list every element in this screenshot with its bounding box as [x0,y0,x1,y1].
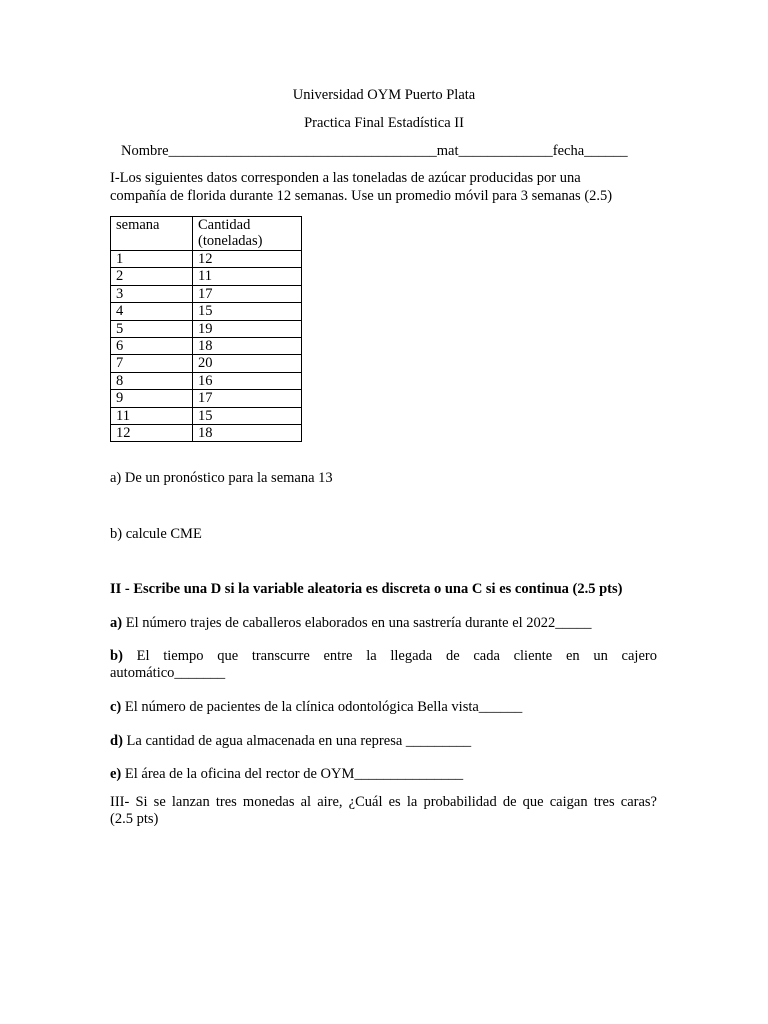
part3-word: que [522,794,544,810]
item-b-word: cajero [621,648,657,664]
part3-word: Si [135,794,148,810]
part3-word: es [388,794,401,810]
part3-word: se [153,794,166,810]
table-row [111,338,302,355]
part3-word: tres [593,794,615,810]
item-a-text: El número trajes de caballeros elaborados en una sastrería durante el 2022_____ [122,615,592,631]
part1-intro-line1: I-Los siguientes datos corresponden a las toneladas de azúcar producidas por una [110,170,581,186]
table-row [111,320,302,337]
quantity-cell: 15 [193,303,302,320]
table-row [111,372,302,389]
week-cell: 6 [111,338,193,355]
part1-intro-line2: compañía de florida durante 12 semanas. Use un promedio móvil para 3 semanas (2.5) [110,188,613,204]
exam-title: Practica Final Estadística II [304,115,464,131]
item-b-word: transcurre [251,648,310,664]
part3-word: ¿Cuál [348,794,383,810]
item-b-word: tiempo [163,648,204,664]
part2-item-b [110,648,657,682]
quantity-cell: 17 [193,285,302,302]
part3-word: al [300,794,312,810]
quantity-cell: 20 [193,355,302,372]
part3-word: caras? [620,794,657,810]
quantity-cell: 12 [193,251,302,268]
item-b-word: que [217,648,239,664]
part3-line2: (2.5 pts) [110,811,159,827]
table-row [111,285,302,302]
item-b-word: cliente [513,648,553,664]
table-row [111,251,302,268]
part3-word: aire, [317,794,343,810]
item-b-word: cada [473,648,500,664]
part2-item-c [110,698,522,716]
part3-word: lanzan [171,794,210,810]
column-header-week: semana [111,217,193,251]
table-row [111,407,302,424]
part2-item-a [110,614,592,632]
quantity-cell: 17 [193,390,302,407]
item-b-word: entre [323,648,353,664]
table-header-row [111,217,302,251]
item-a-label: a) [110,615,123,631]
table-row [111,355,302,372]
item-c-text: El número de pacientes de la clínica odontológica Bella vista______ [121,699,523,715]
week-cell: 11 [111,407,193,424]
quantity-cell: 18 [193,425,302,442]
week-cell: 1 [111,251,193,268]
part3-word: III- [110,794,130,810]
quantity-cell: 11 [193,268,302,285]
week-cell: 3 [111,285,193,302]
item-d-label: d) [110,733,123,749]
week-cell: 5 [111,320,193,337]
column-header-quantity [193,217,302,251]
week-cell: 8 [111,372,193,389]
item-b-label: b) [110,648,123,664]
item-b-word: la [366,648,377,664]
sugar-production-table [110,216,302,442]
item-b-word: El [136,648,150,664]
item-b-line1 [110,648,657,665]
part3-question [110,794,657,828]
part2-item-e [110,765,463,783]
part2-heading: II - Escribe una D si la variable aleatoria es discreta o una C si es continua (2.5 pts) [110,581,623,597]
week-cell: 2 [111,268,193,285]
student-info-line: Nombre_____________________________________mat_____________fecha______ [121,143,628,159]
table-row [111,425,302,442]
item-d-text: La cantidad de agua almacenada en una represa _________ [122,733,472,749]
university-title: Universidad OYM Puerto Plata [292,87,476,103]
column-header-quantity-line1: Cantidad [198,217,251,233]
table-row [111,390,302,407]
part3-line1 [110,794,657,811]
column-header-quantity-line2: (toneladas) [198,233,263,250]
quantity-cell: 18 [193,338,302,355]
quantity-cell: 15 [193,407,302,424]
table-row [111,268,302,285]
week-cell: 9 [111,390,193,407]
item-b-word: un [593,648,608,664]
table-row [111,303,302,320]
quantity-cell: 19 [193,320,302,337]
quantity-cell: 16 [193,372,302,389]
part2-item-d [110,732,471,750]
week-cell: 7 [111,355,193,372]
part3-word: de [502,794,517,810]
item-c-label: c) [110,699,122,715]
part3-word: caigan [549,794,588,810]
part3-word: la [406,794,418,810]
part3-word: tres [215,794,237,810]
week-cell: 12 [111,425,193,442]
week-cell: 4 [111,303,193,320]
item-b-word: llegada [390,648,433,664]
item-e-text: El área de la oficina del rector de OYM_______________ [121,766,464,782]
item-b-line2: automático_______ [110,665,226,681]
item-b-word: en [565,648,580,664]
item-b-word: de [445,648,460,664]
item-e-label: e) [110,766,122,782]
part3-word: probabilidad [423,794,497,810]
question-a-forecast: a) De un pronóstico para la semana 13 [110,470,333,486]
question-b-cme: b) calcule CME [110,526,202,542]
part3-word: monedas [242,794,295,810]
